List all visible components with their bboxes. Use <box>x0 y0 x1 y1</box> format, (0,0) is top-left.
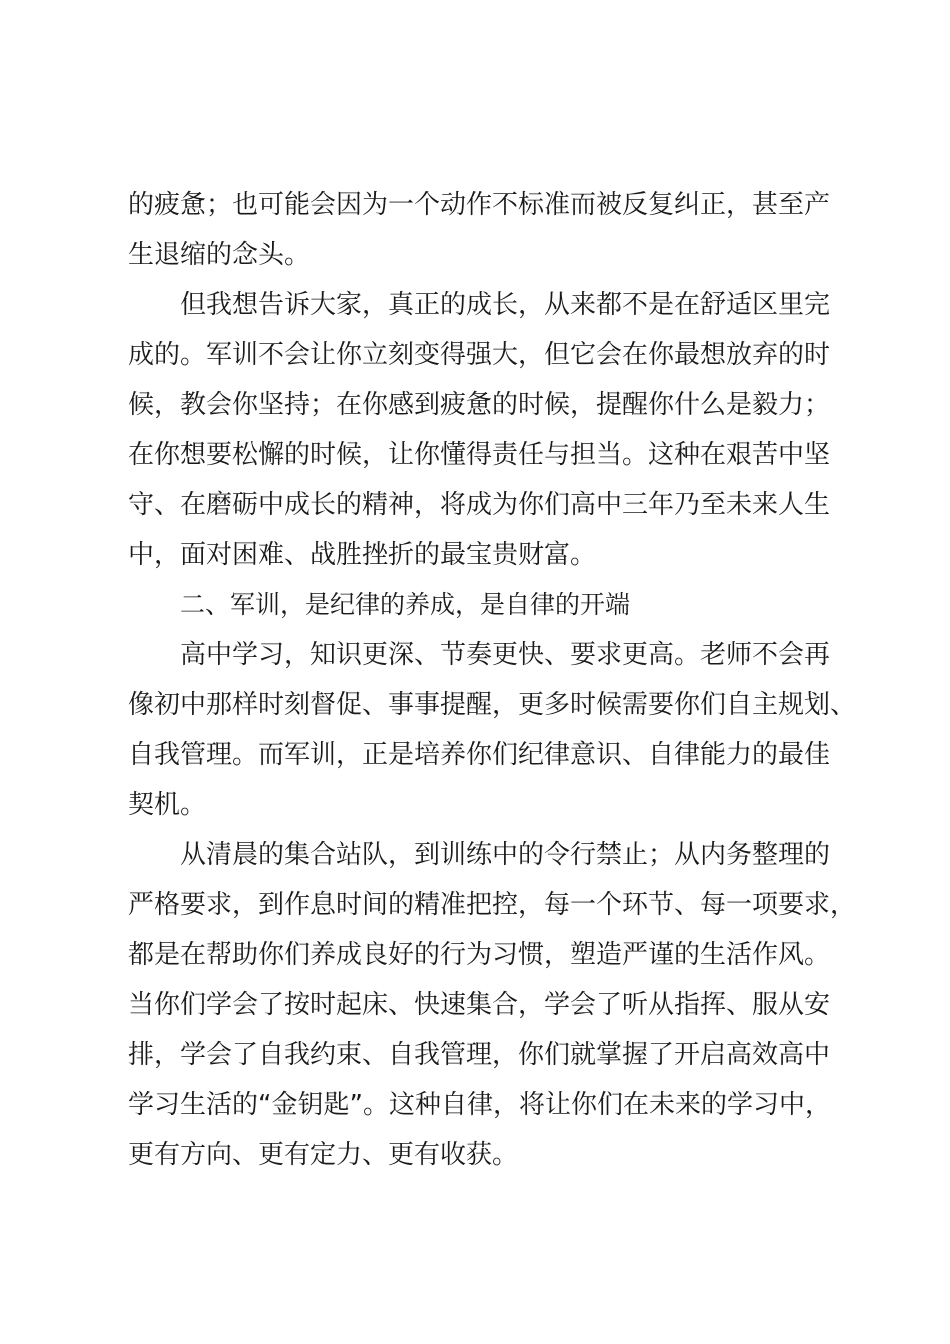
paragraph-start-line: 但我想告诉大家，真正的成长，从来都不是在舒适区里完 <box>180 290 831 320</box>
text-line: 生退缩的念头。 <box>128 240 311 270</box>
paragraph-start-line: 从清晨的集合站队，到训练中的令行禁止；从内务整理的 <box>180 840 831 870</box>
text-line: 更有方向、更有定力、更有收获。 <box>128 1140 519 1170</box>
text-line: 排，学会了自我约束、自我管理，你们就掌握了开启高效高中 <box>128 1040 831 1070</box>
text-line: 自我管理。而军训，正是培养你们纪律意识、自律能力的最佳 <box>128 740 831 770</box>
text-line: 当你们学会了按时起床、快速集合，学会了听从指挥、服从安 <box>128 990 831 1020</box>
text-line: 守、在磨砺中成长的精神，将成为你们高中三年乃至未来人生 <box>128 490 831 520</box>
paragraph-start-line: 高中学习，知识更深、节奏更快、要求更高。老师不会再 <box>180 640 831 670</box>
text-line: 成的。军训不会让你立刻变得强大，但它会在你最想放弃的时 <box>128 340 831 370</box>
text-line: 的疲惫；也可能会因为一个动作不标准而被反复纠正，甚至产 <box>128 190 831 220</box>
text-line: 像初中那样时刻督促、事事提醒，更多时候需要你们自主规划、 <box>128 690 857 720</box>
text-line: 契机。 <box>128 790 207 820</box>
text-line: 中，面对困难、战胜挫折的最宝贵财富。 <box>128 540 597 570</box>
text-line: 候，教会你坚持；在你感到疲惫的时候，提醒你什么是毅力； <box>128 390 831 420</box>
text-line: 严格要求，到作息时间的精准把控，每一个环节、每一项要求， <box>128 890 857 920</box>
text-line: 在你想要松懈的时候，让你懂得责任与担当。这种在艰苦中坚 <box>128 440 831 470</box>
text-line: 学习生活的“金钥匙”。这种自律，将让你们在未来的学习中， <box>128 1090 831 1120</box>
text-line: 都是在帮助你们养成良好的行为习惯，塑造严谨的生活作风。 <box>128 940 831 970</box>
section-heading: 二、军训，是纪律的养成，是自律的开端 <box>180 590 631 619</box>
